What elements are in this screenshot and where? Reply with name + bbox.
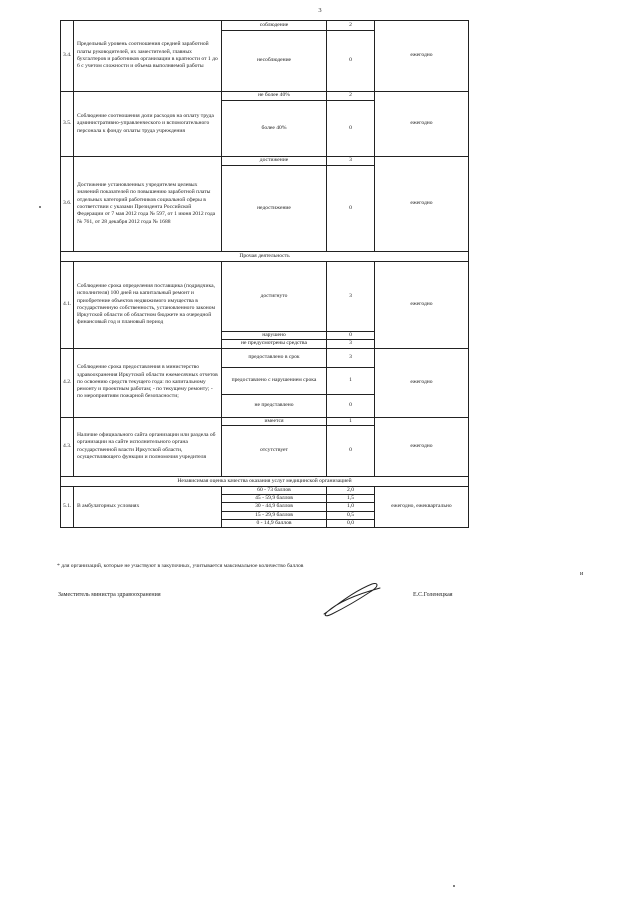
row-number: 3.5. [61, 92, 74, 157]
criterion-text: Соблюдение срока предоставления в министерство здравоохранения Иркутской области ежемесячных отчетов по освоению средств текущего года: по капитальному ремонту и проектным работам; - по текущему ремонту; - по мероприятиям пожарной безопасности; [74, 348, 222, 417]
criteria-table [60, 20, 469, 528]
section-title: Независимая оценка качества оказания услуг медицинской организацией [61, 476, 469, 486]
period-cell: ежегодно [375, 262, 469, 349]
criterion-text: В амбулаторных условиях [74, 486, 222, 527]
condition-cell: достижение [222, 157, 327, 166]
condition-cell: нарушено [222, 332, 327, 340]
scan-speck [453, 885, 455, 887]
condition-cell: 0 - 14,9 баллов [222, 519, 327, 527]
period-cell: ежегодно [375, 417, 469, 476]
condition-cell: имеется [222, 417, 327, 425]
handwritten-signature [318, 580, 384, 620]
score-cell: 1,5 [327, 495, 375, 503]
row-number: 4.3. [61, 417, 74, 476]
condition-cell: не представлено [222, 394, 327, 417]
score-cell: 0 [327, 332, 375, 340]
score-cell: 0 [327, 425, 375, 476]
table-row [61, 348, 469, 367]
condition-cell: 15 - 29,9 баллов [222, 511, 327, 519]
condition-cell: отсутствует [222, 425, 327, 476]
score-cell: 3 [327, 262, 375, 332]
condition-cell: не более 40% [222, 92, 327, 101]
score-cell: 2,0 [327, 486, 375, 494]
criterion-text: Соблюдение соотношения доли расходов на оплату труда административно-управленческого и вспомогательного персонала к фонду оплаты труда учреждения [74, 92, 222, 157]
condition-cell: не предусмотрены средства [222, 340, 327, 348]
condition-cell: достигнуто [222, 262, 327, 332]
section-title: Прочая деятельность [61, 252, 469, 262]
table-row [61, 92, 469, 101]
condition-cell: более 40% [222, 101, 327, 157]
period-cell: ежегодно [375, 92, 469, 157]
row-number: 4.1. [61, 262, 74, 349]
score-cell: 0,5 [327, 511, 375, 519]
section-header [61, 252, 469, 262]
section-header [61, 476, 469, 486]
condition-cell: предоставлено с нарушением срока [222, 367, 327, 394]
footnote: * для организаций, которые не участвуют в закупочных, учитывается максимальное количество баллов [57, 563, 304, 569]
period-cell: ежегодно [375, 21, 469, 92]
criterion-text: Соблюдение срока определения поставщика (подрядчика, исполнителя) 100 дней на капитальный ремонт и приобретение объектов недвижимого имущества в государственную собственность, установленного законом Иркутской области об областном бюджете на очередной финансовый год и плановый период [74, 262, 222, 349]
signatory-name: Е.С.Голенецкая [413, 592, 453, 598]
table-row [61, 21, 469, 31]
score-cell: 2 [327, 21, 375, 31]
signatory-title: Заместитель министра здравоохранения [58, 592, 161, 598]
criterion-text: Предельный уровень соотношения средней заработной платы руководителей, их заместителей, главных бухгалтеров и работников организации в кратности от 1 до 6 с учетом сложности и объема выполняемой работы [74, 21, 222, 92]
score-cell: 0 [327, 166, 375, 252]
score-cell: 0 [327, 101, 375, 157]
scan-speck [39, 206, 41, 208]
score-cell: 0 [327, 31, 375, 92]
condition-cell: несоблюдение [222, 31, 327, 92]
score-cell: 0,0 [327, 519, 375, 527]
condition-cell: 30 - 44,9 баллов [222, 503, 327, 511]
score-cell: 0 [327, 394, 375, 417]
score-cell: 1 [327, 417, 375, 425]
score-cell: 3 [327, 348, 375, 367]
row-number: 3.6. [61, 157, 74, 252]
side-mark: и [580, 571, 584, 577]
period-cell: ежегодно [375, 157, 469, 252]
table-row [61, 262, 469, 332]
condition-cell: недостижение [222, 166, 327, 252]
period-cell: ежегодно, ежеквартально [375, 486, 469, 527]
score-cell: 2 [327, 92, 375, 101]
table-row [61, 486, 469, 494]
condition-cell: соблюдение [222, 21, 327, 31]
table-row [61, 157, 469, 166]
criterion-text: Достижение установленных учредителем целевых значений показателей по повышению заработной платы отдельных категорий работников социальной сферы в соответствии с указами Президента Российской Федерации от 7 мая 2012 года № 597, от 1 июня 2012 года № 761, от 28 декабря 2012 года № 1688 [74, 157, 222, 252]
condition-cell: 45 - 59,9 баллов [222, 495, 327, 503]
score-cell: 3 [327, 157, 375, 166]
period-cell: ежегодно [375, 348, 469, 417]
condition-cell: 60 - 73 баллов [222, 486, 327, 494]
row-number: 3.4. [61, 21, 74, 92]
row-number: 4.2. [61, 348, 74, 417]
score-cell: 1 [327, 367, 375, 394]
row-number: 5.1. [61, 486, 74, 527]
score-cell: 1,0 [327, 503, 375, 511]
score-cell: 3 [327, 340, 375, 348]
table-row [61, 417, 469, 425]
criterion-text: Наличие официального сайта организации или раздела об организации на сайте исполнительного органа государственной власти Иркутской области, осуществляющего функции и полномочия учредителя [74, 417, 222, 476]
condition-cell: предоставлено в срок [222, 348, 327, 367]
page-number: 3 [318, 7, 322, 14]
